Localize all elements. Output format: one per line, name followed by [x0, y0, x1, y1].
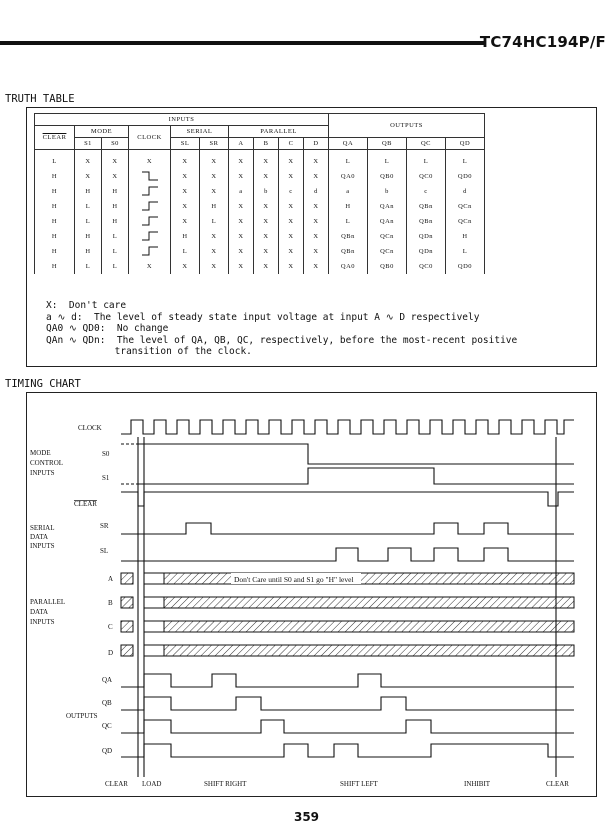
qd-waveform: [121, 744, 574, 757]
clock-waveform: [121, 420, 574, 434]
note-line: transition of the clock.: [46, 346, 252, 357]
cell-sl: X: [171, 150, 200, 170]
label-s0: S0: [102, 450, 110, 458]
header-rule: [0, 41, 486, 45]
phase-label: CLEAR: [546, 780, 569, 788]
outputs-header: OUTPUTS: [329, 114, 485, 138]
cell-clock: [129, 244, 171, 259]
label-d: D: [108, 649, 114, 657]
label-a: A: [108, 575, 114, 583]
cell-s1: L: [75, 259, 102, 274]
cell-s1: L: [75, 214, 102, 229]
cell-sl: X: [171, 199, 200, 214]
cell-s1: H: [75, 229, 102, 244]
cell-b: X: [254, 259, 279, 274]
cell-s0: H: [102, 184, 129, 199]
cell-clear: H: [35, 259, 75, 274]
col-c: C: [279, 138, 304, 150]
cell-qb: QAn: [368, 214, 407, 229]
phase-label: SHIFT RIGHT: [204, 780, 247, 788]
cell-clock: [129, 229, 171, 244]
cell-qb: QB0: [368, 169, 407, 184]
cell-c: X: [279, 169, 304, 184]
cell-clear: H: [35, 244, 75, 259]
inputs-header: INPUTS: [35, 114, 329, 126]
qc-waveform: [121, 720, 574, 733]
cell-d: X: [304, 150, 329, 170]
label-serial-1: SERIAL: [30, 524, 55, 532]
cell-c: X: [279, 244, 304, 259]
cell-s1: H: [75, 244, 102, 259]
cell-clock: [129, 169, 171, 184]
truth-table-row: [35, 169, 485, 184]
label-qb: QB: [102, 699, 112, 707]
label-qa: QA: [102, 676, 113, 684]
sl-waveform: [121, 548, 574, 561]
clock-rise-icon: [140, 201, 160, 211]
cell-sl: L: [171, 244, 200, 259]
col-qd: QD: [446, 138, 485, 150]
cell-s0: H: [102, 214, 129, 229]
cell-d: X: [304, 259, 329, 274]
cell-qc: L: [407, 150, 446, 170]
cell-clear: H: [35, 229, 75, 244]
cell-qc: c: [407, 184, 446, 199]
cell-qb: QCn: [368, 229, 407, 244]
timing-chart-title: TIMING CHART: [5, 378, 81, 390]
label-clock: CLOCK: [78, 424, 102, 432]
cell-qb: QCn: [368, 244, 407, 259]
cell-s1: L: [75, 199, 102, 214]
cell-c: X: [279, 214, 304, 229]
cell-a: X: [229, 229, 254, 244]
parallel-header: PARALLEL: [229, 126, 329, 138]
col-qb: QB: [368, 138, 407, 150]
col-sr: SR: [200, 138, 229, 150]
cell-s1: X: [75, 150, 102, 170]
col-qa: QA: [329, 138, 368, 150]
label-mode-1: MODE: [30, 449, 51, 457]
cell-qa: L: [329, 150, 368, 170]
cell-qb: QAn: [368, 199, 407, 214]
parallel-a-hatch: [164, 573, 574, 584]
mode-header: MODE: [75, 126, 129, 138]
cell-qd: QD0: [446, 259, 485, 274]
cell-b: b: [254, 184, 279, 199]
cell-clear: L: [35, 150, 75, 170]
cell-qc: QBn: [407, 214, 446, 229]
page-number: 359: [293, 810, 320, 824]
cell-sr: X: [200, 150, 229, 170]
cell-sr: X: [200, 259, 229, 274]
clock-low-icon: [140, 171, 160, 181]
col-b: B: [254, 138, 279, 150]
cell-b: X: [254, 199, 279, 214]
cell-qd: L: [446, 150, 485, 170]
cell-sl: H: [171, 229, 200, 244]
label-parallel-1: PARALLEL: [30, 598, 66, 606]
cell-qa: H: [329, 199, 368, 214]
cell-a: X: [229, 169, 254, 184]
cell-qb: L: [368, 150, 407, 170]
cell-d: X: [304, 214, 329, 229]
cell-clear: H: [35, 199, 75, 214]
parallel-b-hatch-pre: [121, 597, 133, 608]
truth-table-row: [35, 214, 485, 229]
page-header-title: TC74HC194P/F: [479, 33, 606, 51]
cell-qa: QBn: [329, 229, 368, 244]
qb-waveform: [121, 697, 574, 710]
truth-table-row: [35, 259, 485, 274]
cell-a: X: [229, 150, 254, 170]
phase-label: INHIBIT: [464, 780, 491, 788]
cell-s0: L: [102, 259, 129, 274]
phase-label: SHIFT LEFT: [340, 780, 378, 788]
cell-sr: X: [200, 229, 229, 244]
cell-qa: QA0: [329, 169, 368, 184]
phase-label: LOAD: [142, 780, 162, 788]
cell-clock: [129, 184, 171, 199]
cell-s0: H: [102, 199, 129, 214]
cell-s1: X: [75, 169, 102, 184]
cell-d: X: [304, 169, 329, 184]
cell-sl: X: [171, 169, 200, 184]
cell-sl: X: [171, 184, 200, 199]
parallel-a-load-window: [144, 573, 164, 584]
cell-qd: QD0: [446, 169, 485, 184]
label-b: B: [108, 599, 113, 607]
label-clear: CLEAR: [74, 500, 97, 508]
label-parallel-2: DATA: [30, 608, 49, 616]
cell-a: a: [229, 184, 254, 199]
truth-table-notes: [46, 300, 517, 358]
col-sl: SL: [171, 138, 200, 150]
cell-sr: X: [200, 244, 229, 259]
cell-d: d: [304, 184, 329, 199]
cell-qb: QB0: [368, 259, 407, 274]
label-mode-3: INPUTS: [30, 469, 55, 477]
note-line: X: Don't care: [46, 300, 127, 311]
cell-qc: QBn: [407, 199, 446, 214]
parallel-c-hatch-pre: [121, 621, 133, 632]
cell-c: X: [279, 259, 304, 274]
phase-label: CLEAR: [105, 780, 128, 788]
clock-rise-icon: [140, 246, 160, 256]
truth-table-row: [35, 199, 485, 214]
cell-b: X: [254, 214, 279, 229]
cell-qd: H: [446, 229, 485, 244]
cell-clock: X: [129, 259, 171, 274]
col-s0: S0: [102, 138, 129, 150]
parallel-c-load-window: [144, 621, 164, 632]
cell-a: X: [229, 199, 254, 214]
cell-b: X: [254, 244, 279, 259]
parallel-d-load-window: [144, 645, 164, 656]
truth-table-row: [35, 150, 485, 170]
cell-s0: X: [102, 150, 129, 170]
label-parallel-3: INPUTS: [30, 618, 55, 626]
cell-b: X: [254, 150, 279, 170]
cell-qd: d: [446, 184, 485, 199]
cell-d: X: [304, 244, 329, 259]
cell-qa: QBn: [329, 244, 368, 259]
cell-c: X: [279, 229, 304, 244]
parallel-c-hatch: [164, 621, 574, 632]
clock-header: CLOCK: [129, 126, 171, 150]
note-line: QA0 ∿ QD0: No change: [46, 323, 169, 334]
col-qc: QC: [407, 138, 446, 150]
parallel-b-load-window: [144, 597, 164, 608]
clock-rise-icon: [140, 231, 160, 241]
cell-s0: L: [102, 229, 129, 244]
truth-table-title: TRUTH TABLE: [5, 93, 75, 105]
truth-table-row: [35, 244, 485, 259]
cell-qc: QC0: [407, 259, 446, 274]
cell-sr: H: [200, 199, 229, 214]
clear-header: CLEAR: [35, 126, 75, 150]
timing-chart: [26, 392, 595, 795]
truth-table-row: [35, 184, 485, 199]
parallel-d-hatch: [164, 645, 574, 656]
cell-qa: L: [329, 214, 368, 229]
label-serial-3: INPUTS: [30, 542, 55, 550]
cell-sl: X: [171, 259, 200, 274]
col-d: D: [304, 138, 329, 150]
clock-rise-icon: [140, 216, 160, 226]
parallel-d-hatch-pre: [121, 645, 133, 656]
label-c: C: [108, 623, 113, 631]
sr-waveform: [121, 523, 574, 534]
cell-qd: QCn: [446, 214, 485, 229]
cell-d: X: [304, 229, 329, 244]
serial-header: SERIAL: [171, 126, 229, 138]
label-sl: SL: [100, 547, 109, 555]
truth-table-row: [35, 229, 485, 244]
label-serial-2: DATA: [30, 533, 49, 541]
cell-clock: [129, 199, 171, 214]
qa-waveform: [121, 674, 574, 687]
cell-d: X: [304, 199, 329, 214]
truth-table: [34, 113, 485, 274]
cell-sr: L: [200, 214, 229, 229]
s1-waveform: [138, 468, 574, 484]
cell-c: X: [279, 150, 304, 170]
cell-qa: a: [329, 184, 368, 199]
col-a: A: [229, 138, 254, 150]
label-outputs: OUTPUTS: [66, 712, 98, 720]
cell-sl: X: [171, 214, 200, 229]
cell-s0: L: [102, 244, 129, 259]
s0-waveform: [138, 444, 574, 464]
cell-c: X: [279, 199, 304, 214]
cell-sr: X: [200, 184, 229, 199]
cell-b: X: [254, 169, 279, 184]
dont-care-annotation: Don't Care until S0 and S1 go "H" level: [234, 575, 354, 584]
cell-s0: X: [102, 169, 129, 184]
cell-qc: QC0: [407, 169, 446, 184]
cell-clock: X: [129, 150, 171, 170]
clear-waveform: [121, 492, 574, 506]
clock-rise-icon: [140, 186, 160, 196]
cell-clear: H: [35, 214, 75, 229]
cell-b: X: [254, 229, 279, 244]
cell-s1: H: [75, 184, 102, 199]
cell-qc: QDn: [407, 244, 446, 259]
label-sr: SR: [100, 522, 109, 530]
label-s1: S1: [102, 474, 110, 482]
cell-qa: QA0: [329, 259, 368, 274]
cell-qd: L: [446, 244, 485, 259]
cell-clock: [129, 214, 171, 229]
parallel-a-hatch-pre: [121, 573, 133, 584]
cell-qd: QCn: [446, 199, 485, 214]
cell-qc: QDn: [407, 229, 446, 244]
parallel-b-hatch: [164, 597, 574, 608]
cell-c: c: [279, 184, 304, 199]
cell-clear: H: [35, 184, 75, 199]
note-line: QAn ∿ QDn: The level of QA, QB, QC, respectively, before the most-recent positive: [46, 334, 518, 346]
cell-a: X: [229, 259, 254, 274]
cell-clear: H: [35, 169, 75, 184]
cell-a: X: [229, 214, 254, 229]
note-line: a ∿ d: The level of steady state input voltage at input A ∿ D respectively: [46, 311, 480, 323]
cell-a: X: [229, 244, 254, 259]
label-qc: QC: [102, 722, 112, 730]
label-mode-2: CONTROL: [30, 459, 64, 467]
col-s1: S1: [75, 138, 102, 150]
cell-sr: X: [200, 169, 229, 184]
cell-qb: b: [368, 184, 407, 199]
label-qd: QD: [102, 747, 113, 755]
